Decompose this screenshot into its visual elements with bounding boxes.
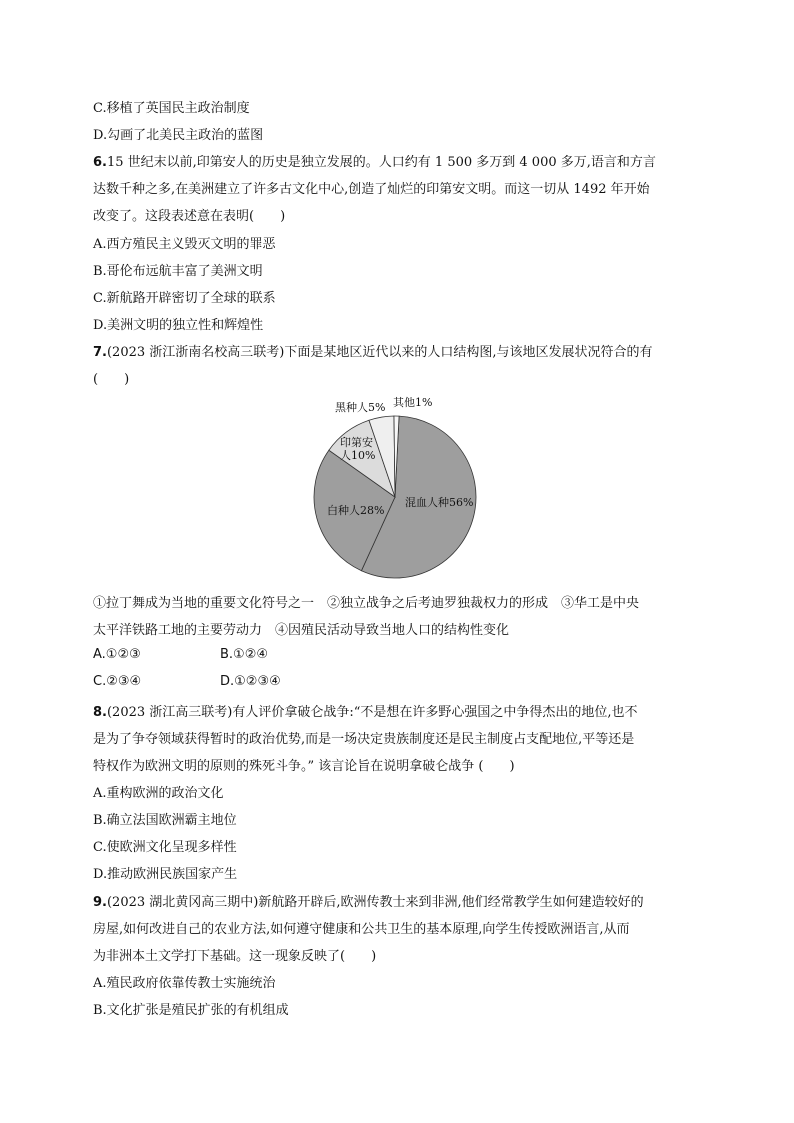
q8-line-3: 特权作为欧洲文明的原则的殊死斗争。” 该言论旨在说明拿破仑战争 ( ) bbox=[93, 759, 515, 774]
q7-option-b: B.①②④ bbox=[220, 647, 269, 662]
q6-option-b: B.哥伦布远航丰富了美洲文明 bbox=[93, 264, 263, 279]
q6-option-d: D.美洲文明的独立性和辉煌性 bbox=[93, 318, 264, 333]
q6-number: 6. bbox=[93, 155, 107, 170]
q8-option-a: A.重构欧洲的政治文化 bbox=[93, 786, 224, 801]
q6-option-c: C.新航路开辟密切了全球的联系 bbox=[93, 291, 276, 306]
q6-text-1: 15 世纪末以前,印第安人的历史是独立发展的。人口约有 1 500 多万到 4 000 多万,语言和方言 bbox=[106, 155, 656, 170]
q9-text-1: (2023 湖北黄冈高三期中)新航路开辟后,欧洲传教士来到非洲,他们经常教学生如何建造较好的 bbox=[106, 895, 644, 910]
q7-statement-2: 太平洋铁路工地的主要劳动力 ④因殖民活动导致当地人口的结构性变化 bbox=[93, 623, 510, 638]
q8-number: 8. bbox=[93, 705, 107, 720]
q6-option-a: A.西方殖民主义毁灭文明的罪恶 bbox=[93, 237, 276, 252]
q7-number: 7. bbox=[93, 345, 107, 360]
q8-text-1: (2023 浙江高三联考)有人评价拿破仑战争:“不是想在许多野心强国之中争得杰出的地位,也不 bbox=[106, 705, 638, 720]
label-mixed: 混血人种56% bbox=[405, 496, 474, 509]
label-indigenous-1: 印第安 bbox=[340, 436, 373, 449]
q8-option-c: C.使欧洲文化呈现多样性 bbox=[93, 840, 237, 855]
q6-line-2: 达数千种之多,在美洲建立了许多古文化中心,创造了灿烂的印第安文明。而这一切从 1492 年开始 bbox=[93, 182, 650, 197]
label-black: 黑种人5% bbox=[335, 401, 386, 414]
option-d-prev: D.勾画了北美民主政治的蓝图 bbox=[93, 128, 264, 143]
q9-option-b: B.文化扩张是殖民扩张的有机组成 bbox=[93, 1003, 289, 1018]
label-white: 白种人28% bbox=[327, 504, 385, 517]
q7-option-d: D.①②③④ bbox=[220, 674, 281, 689]
population-pie-chart bbox=[300, 392, 500, 582]
q9-line-2: 房屋,如何改进自己的农业方法,如何遵守健康和公共卫生的基本原理,向学生传授欧洲语言,从而 bbox=[93, 922, 630, 937]
q7-option-c: C.②③④ bbox=[93, 674, 142, 689]
q8-option-d: D.推动欧洲民族国家产生 bbox=[93, 867, 238, 882]
option-c-prev: C.移植了英国民主政治制度 bbox=[93, 101, 250, 116]
q9-option-a: A.殖民政府依靠传教士实施统治 bbox=[93, 976, 276, 991]
q7-line-2: ( ) bbox=[93, 372, 130, 387]
q7-line-1 bbox=[93, 341, 652, 360]
q7-text-1: (2023 浙江浙南名校高三联考)下面是某地区近代以来的人口结构图,与该地区发展状况符合的有 bbox=[106, 345, 653, 360]
q9-line-1 bbox=[93, 891, 644, 910]
label-indigenous-2: 人10% bbox=[340, 449, 376, 462]
q9-line-3: 为非洲本土文学打下基础。这一现象反映了( ) bbox=[93, 949, 377, 964]
q6-line-1 bbox=[93, 151, 656, 170]
q8-line-2: 是为了争夺领域获得暂时的政治优势,而是一场决定贵族制度还是民主制度占支配地位,平等还是 bbox=[93, 732, 635, 747]
q8-option-b: B.确立法国欧洲霸主地位 bbox=[93, 813, 237, 828]
q9-number: 9. bbox=[93, 895, 107, 910]
q7-statement-1: ①拉丁舞成为当地的重要文化符号之一 ②独立战争之后考迪罗独裁权力的形成 ③华工是中央 bbox=[93, 596, 640, 611]
q7-option-a: A.①②③ bbox=[93, 647, 141, 662]
q8-line-1 bbox=[93, 701, 638, 720]
label-other: 其他1% bbox=[393, 396, 433, 409]
q6-line-3: 改变了。这段表述意在表明( ) bbox=[93, 209, 286, 224]
